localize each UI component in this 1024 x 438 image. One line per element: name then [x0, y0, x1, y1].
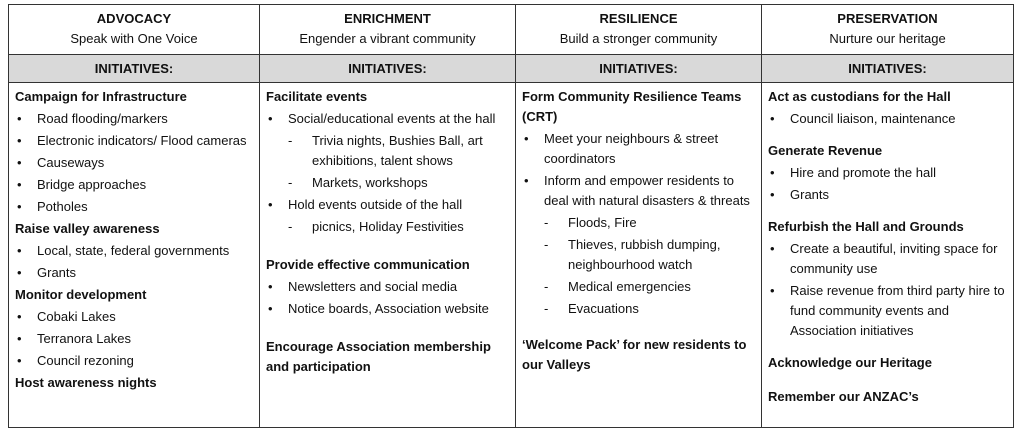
list-item: • Council rezoning: [15, 351, 253, 371]
list-item: • Bridge approaches: [15, 175, 253, 195]
dash-icon: -: [544, 215, 549, 230]
section-heading: Raise valley awareness: [15, 221, 160, 236]
column-header: [9, 5, 259, 55]
section-heading: Form Community Resilience Teams (CRT): [522, 89, 742, 124]
initiatives-label: INITIATIVES:: [762, 55, 1013, 83]
list-item: • Terranora Lakes: [15, 329, 253, 349]
bullet-icon: •: [770, 283, 775, 298]
bullet-icon: •: [770, 241, 775, 256]
list-item: • Inform and empower residents to deal with natural disasters & threats: [524, 173, 750, 208]
sub-list-item: - Evacuations: [522, 299, 755, 319]
column-resilience: [516, 5, 762, 427]
bullet-icon: •: [17, 177, 22, 192]
bullet-icon: •: [770, 111, 775, 126]
bullet-icon: •: [17, 155, 22, 170]
column-title: ENRICHMENT: [344, 11, 431, 26]
column-title: ADVOCACY: [96, 11, 172, 26]
bullet-icon: •: [524, 173, 529, 188]
bullet-icon: •: [268, 197, 273, 212]
section-heading: Act as custodians for the Hall: [768, 89, 951, 104]
bullet-icon: •: [268, 301, 273, 316]
section-heading: ‘Welcome Pack’ for new residents to our Valleys: [522, 337, 747, 372]
list-item: • Raise revenue from third party hire to fund community events and Association initiatives: [770, 283, 1005, 338]
column-header: [762, 5, 1013, 55]
bullet-icon: •: [770, 187, 775, 202]
list-item: • Hire and promote the hall: [768, 163, 1007, 183]
column-preservation: [762, 5, 1013, 427]
section-heading: Acknowledge our Heritage: [768, 355, 932, 370]
dash-icon: -: [288, 219, 293, 234]
bullet-icon: •: [17, 353, 22, 368]
list-item: • Meet your neighbours & street coordinators: [524, 131, 719, 166]
column-subtitle: Nurture our heritage: [829, 31, 946, 46]
list-item: • Road flooding/markers: [15, 109, 253, 129]
list-item: • Create a beautiful, inviting space for community use: [770, 241, 998, 276]
list-item: • Grants: [768, 185, 1007, 205]
section-heading: Refurbish the Hall and Grounds: [768, 219, 964, 234]
bullet-icon: •: [17, 199, 22, 214]
dash-icon: -: [544, 237, 549, 252]
column-header: [516, 5, 761, 55]
sub-list-item: - Floods, Fire: [522, 213, 755, 233]
section-heading: Remember our ANZAC’s: [768, 389, 919, 404]
column-subtitle: Engender a vibrant community: [299, 31, 476, 46]
initiatives-label: INITIATIVES:: [9, 55, 259, 83]
column-subtitle: Build a stronger community: [559, 31, 718, 46]
list-item: • Cobaki Lakes: [15, 307, 253, 327]
initiatives-table: [8, 4, 1014, 428]
list-item: • Social/educational events at the hall: [266, 109, 509, 129]
column-title: PRESERVATION: [837, 11, 938, 26]
column-body: [762, 83, 1013, 407]
list-item: • Potholes: [15, 197, 253, 217]
bullet-icon: •: [770, 165, 775, 180]
sub-list-item: - Trivia nights, Bushies Ball, art exhibitions, talent shows: [288, 133, 483, 168]
dash-icon: -: [288, 133, 293, 148]
sub-list-item: - Thieves, rubbish dumping, neighbourhood watch: [544, 237, 721, 272]
list-item: • Causeways: [15, 153, 253, 173]
section-heading: Campaign for Infrastructure: [15, 89, 187, 104]
sub-list-item: - Medical emergencies: [522, 277, 755, 297]
dash-icon: -: [288, 175, 293, 190]
list-item: • Newsletters and social media: [266, 277, 509, 297]
sub-list-item: - picnics, Holiday Festivities: [266, 217, 509, 237]
bullet-icon: •: [17, 133, 22, 148]
list-item: • Hold events outside of the hall: [266, 195, 509, 215]
bullet-icon: •: [17, 243, 22, 258]
bullet-icon: •: [17, 309, 22, 324]
bullet-icon: •: [524, 131, 529, 146]
column-enrichment: [260, 5, 516, 427]
list-item: • Grants: [15, 263, 253, 283]
column-body: [516, 83, 761, 375]
dash-icon: -: [544, 279, 549, 294]
column-body: [9, 83, 259, 393]
bullet-icon: •: [268, 279, 273, 294]
bullet-icon: •: [17, 111, 22, 126]
sub-list-item: - Markets, workshops: [266, 173, 509, 193]
bullet-icon: •: [268, 111, 273, 126]
list-item: • Notice boards, Association website: [266, 299, 509, 319]
section-heading: Provide effective communication: [266, 257, 470, 272]
initiatives-label: INITIATIVES:: [260, 55, 515, 83]
section-heading: Facilitate events: [266, 89, 368, 104]
column-advocacy: [9, 5, 260, 427]
dash-icon: -: [544, 301, 549, 316]
column-header: [260, 5, 515, 55]
list-item: • Electronic indicators/ Flood cameras: [15, 131, 253, 151]
bullet-icon: •: [17, 331, 22, 346]
column-title: RESILIENCE: [599, 11, 678, 26]
section-heading: Monitor development: [15, 287, 147, 302]
list-item: • Local, state, federal governments: [15, 241, 253, 261]
column-subtitle: Speak with One Voice: [70, 31, 198, 46]
section-heading: Generate Revenue: [768, 143, 883, 158]
section-heading: Encourage Association membership and participation: [266, 339, 491, 374]
column-body: [260, 83, 515, 377]
initiatives-label: INITIATIVES:: [516, 55, 761, 83]
bullet-icon: •: [17, 265, 22, 280]
list-item: • Council liaison, maintenance: [768, 109, 1007, 129]
section-heading: Host awareness nights: [15, 375, 157, 390]
